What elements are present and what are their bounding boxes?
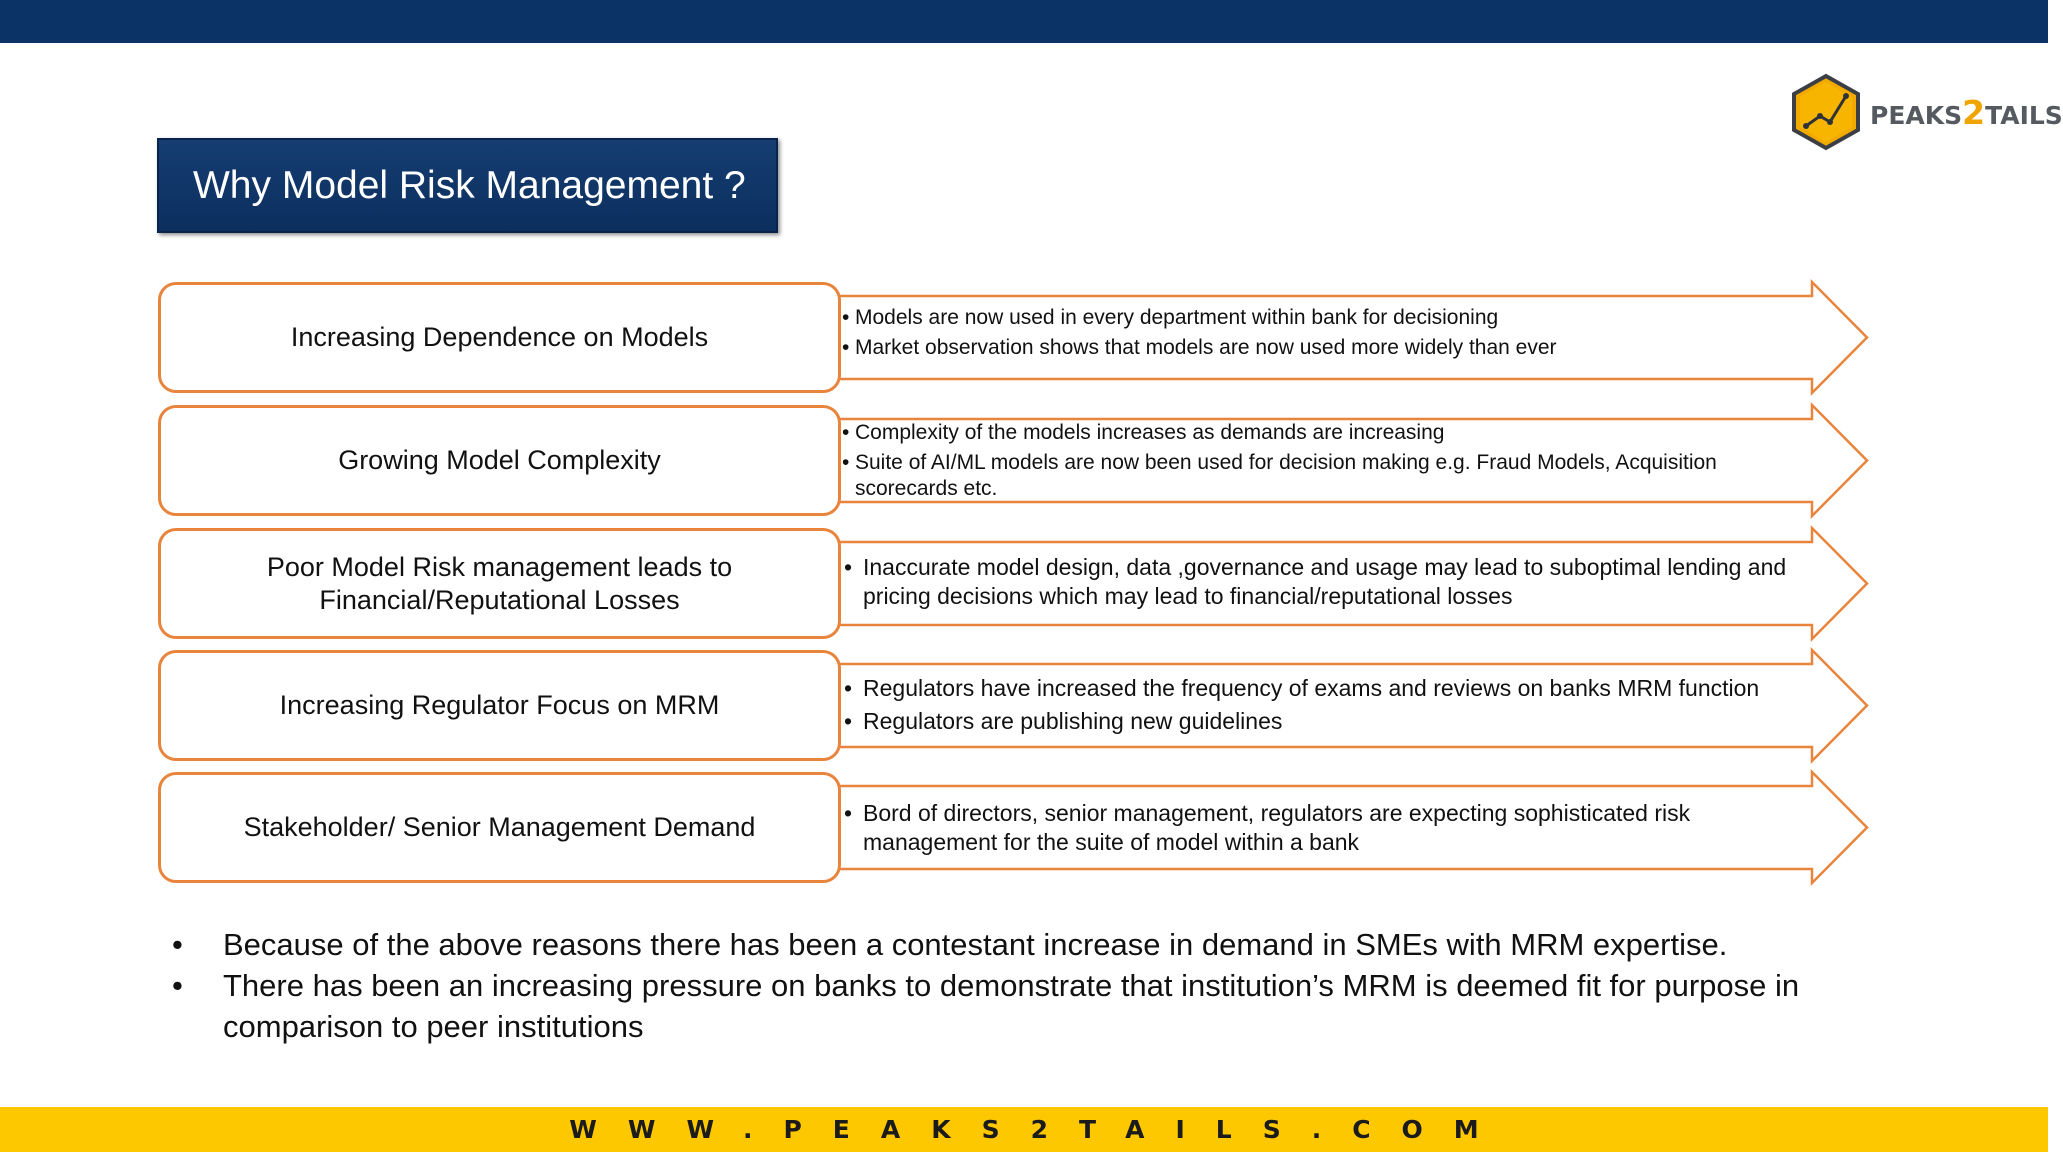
reason-label: Stakeholder/ Senior Management Demand xyxy=(243,812,756,842)
detail-bullet: • Regulators are publishing new guidelines xyxy=(842,707,1822,736)
reason-label: Increasing Dependence on Models xyxy=(290,322,709,352)
reason-details-complexity xyxy=(842,416,1822,506)
logo-wordmark: PEAKS2TAILS xyxy=(1870,92,2063,132)
detail-bullet: • Suite of AI/ML models are now been used for decision making e.g. Fraud Models, Acquisition scorecards etc. xyxy=(842,450,1822,502)
detail-bullet: • Complexity of the models increases as demands are increasing xyxy=(842,420,1822,446)
detail-bullet: • Bord of directors, senior management, regulators are expecting sophisticated risk management for the suite of model within a bank xyxy=(842,799,1822,857)
reason-details-losses xyxy=(842,547,1822,617)
summary-list xyxy=(170,924,1870,1047)
reason-label: Increasing Regulator Focus on MRM xyxy=(279,690,720,720)
detail-bullet: • Market observation shows that models are now used more widely than ever xyxy=(842,335,1822,361)
reason-label: Poor Model Risk management leads to Financial/Reputational Losses xyxy=(266,551,733,615)
reason-box-regulator xyxy=(158,650,841,761)
summary-bullet: • Because of the above reasons there has been a contestant increase in demand in SMEs with MRM expertise. xyxy=(170,924,1870,965)
detail-bullet: • Models are now used in every department within bank for decisioning xyxy=(842,305,1822,331)
slide-title: Why Model Risk Management ? xyxy=(193,163,746,207)
reason-details-stakeholder xyxy=(842,793,1822,863)
summary-bullet: • There has been an increasing pressure on banks to demonstrate that institution’s MRM is deemed fit for purpose in comparison to peer institutions xyxy=(170,965,1870,1047)
detail-bullet: • Inaccurate model design, data ,governance and usage may lead to suboptimal lending and pricing decisions which may lead to financial/reputational losses xyxy=(842,553,1822,611)
reason-box-dependence xyxy=(158,282,841,393)
reason-label: Growing Model Complexity xyxy=(338,445,661,475)
footer-bar xyxy=(0,1107,2048,1152)
detail-bullet: • Regulators have increased the frequency of exams and reviews on banks MRM function xyxy=(842,674,1822,703)
reason-details-dependence xyxy=(842,297,1822,369)
reason-box-complexity xyxy=(158,405,841,516)
footer-url: WWW.PEAKS2TAILS.COM xyxy=(569,1115,1510,1144)
reason-box-losses xyxy=(158,528,841,639)
reason-details-regulator xyxy=(842,670,1822,740)
reason-box-stakeholder xyxy=(158,772,841,883)
